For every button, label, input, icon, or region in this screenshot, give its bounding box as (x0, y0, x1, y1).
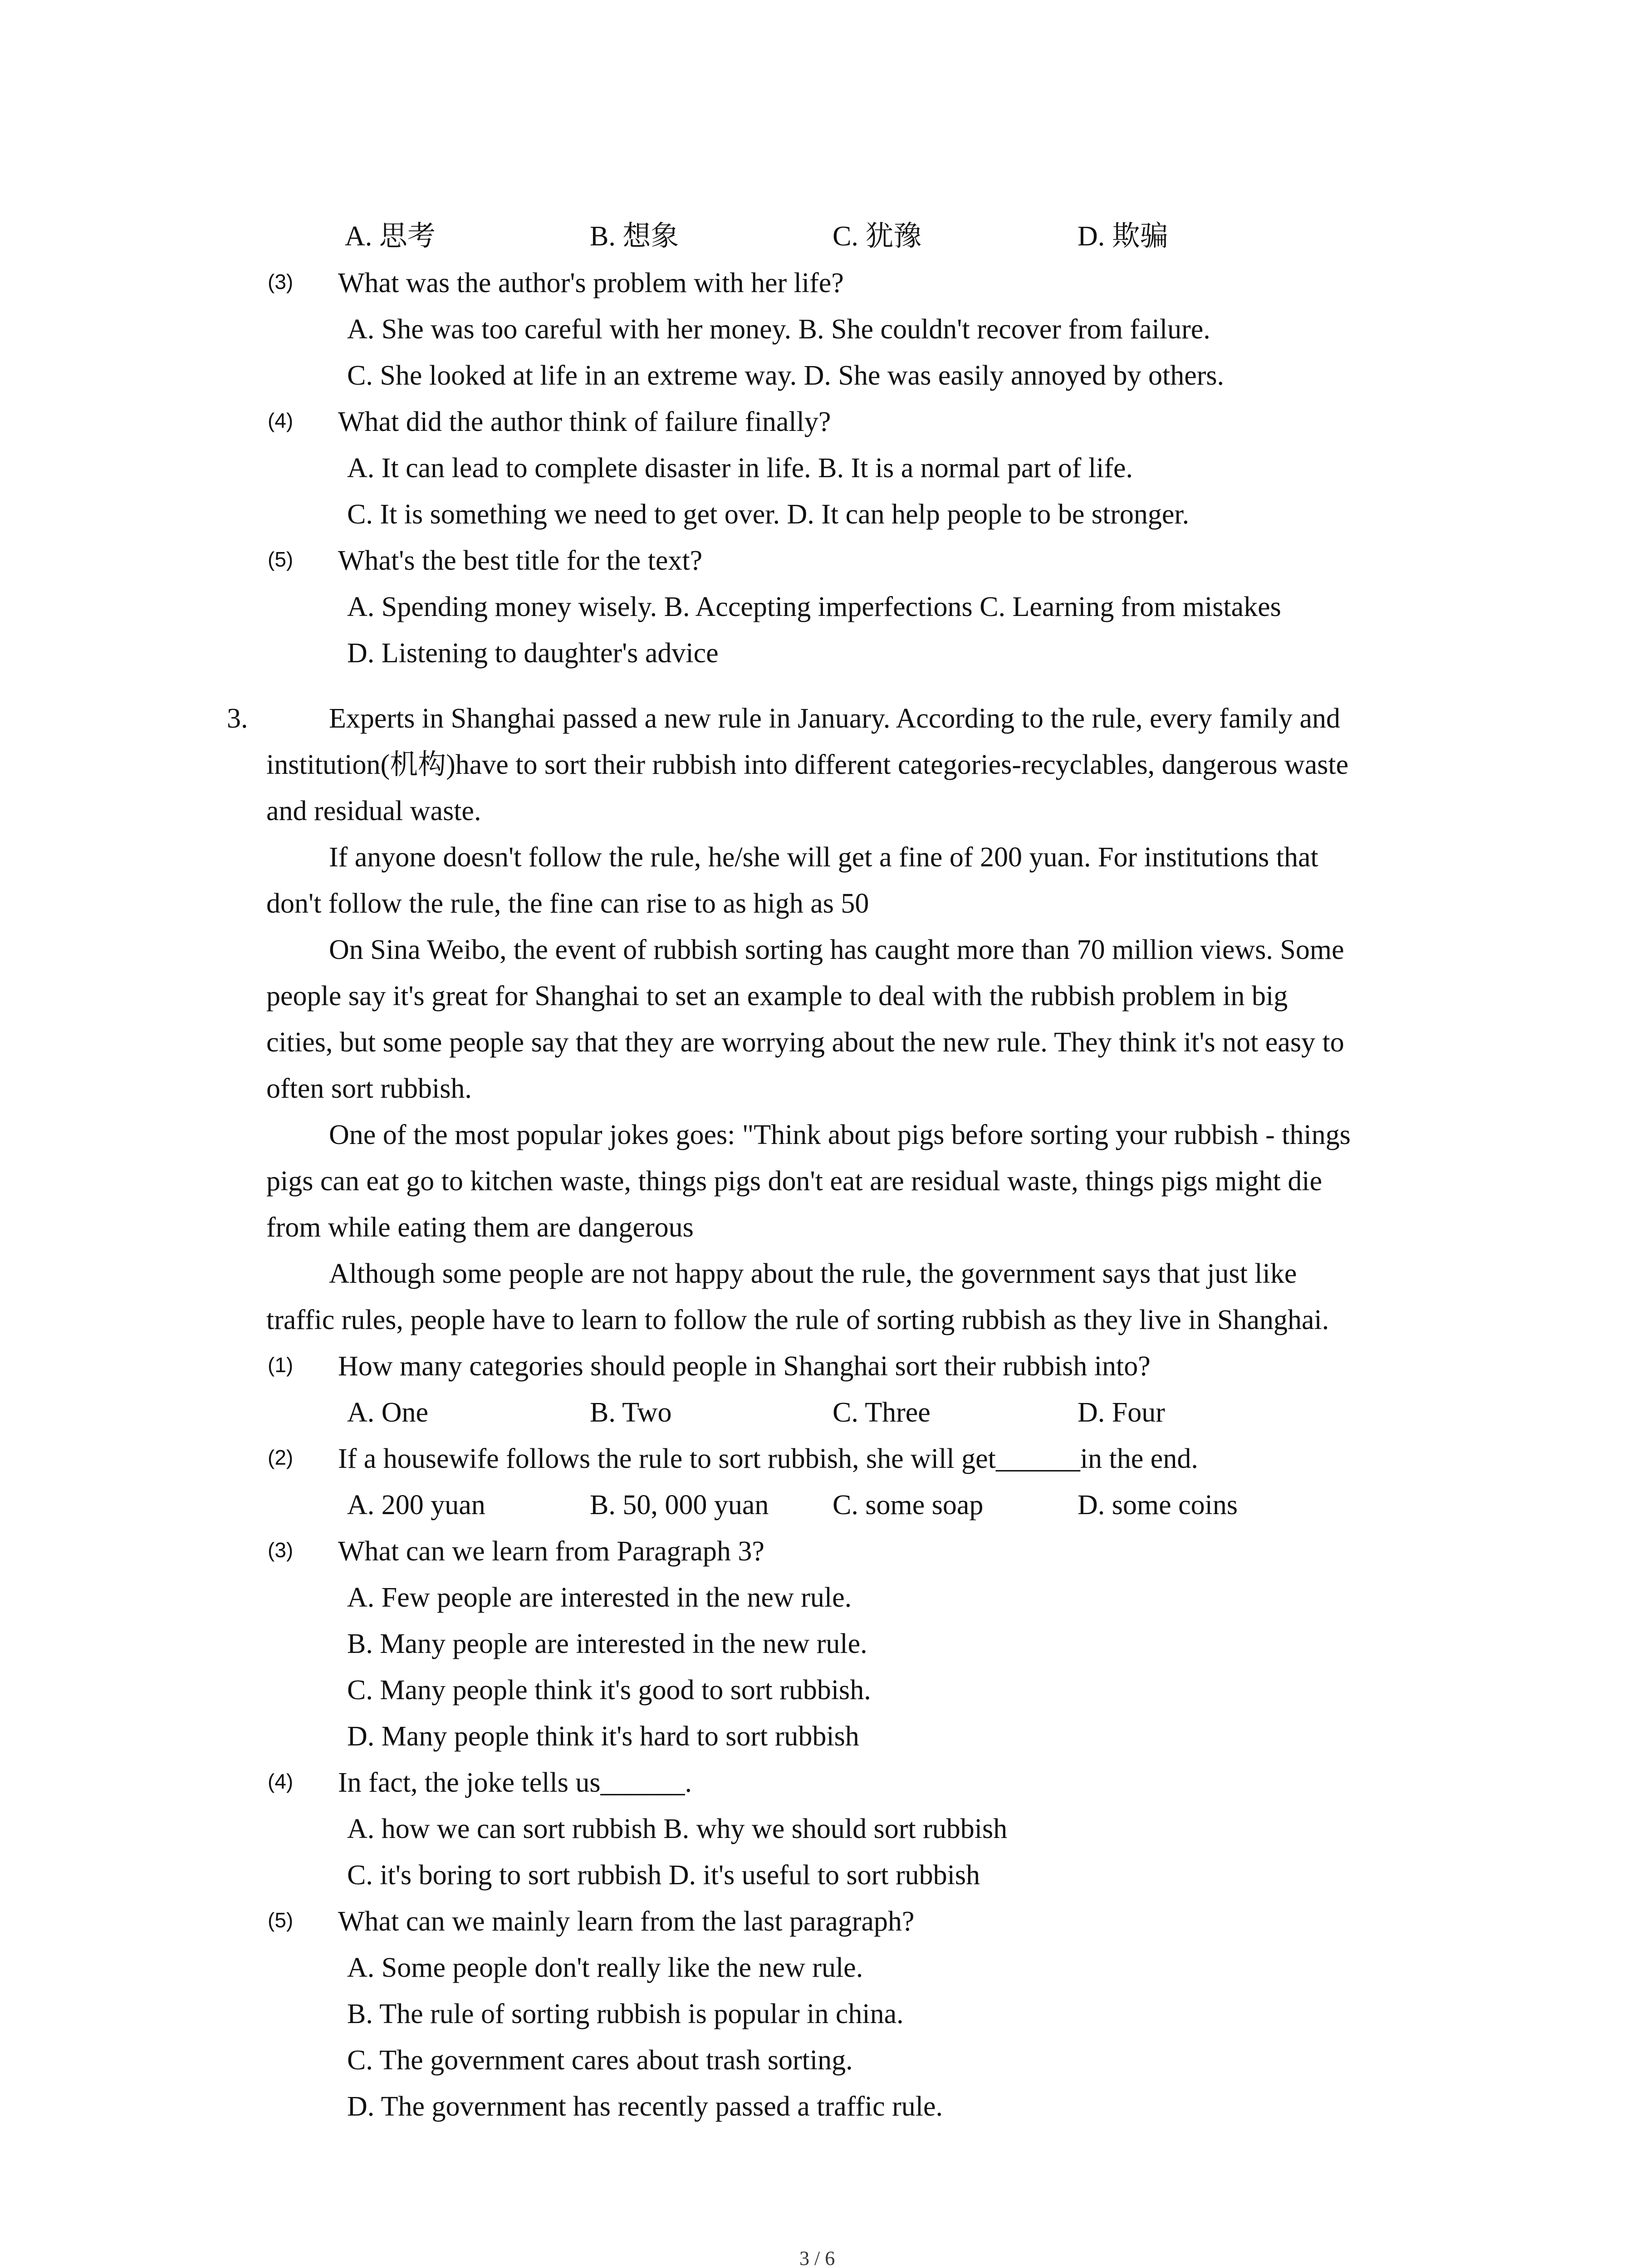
option-line: D. Many people think it's hard to sort rubbish (347, 1721, 859, 1752)
question-number: (3) (268, 1538, 294, 1562)
passage-line: If anyone doesn't follow the rule, he/she will get a fine of 200 yuan. For institutions that (329, 842, 1318, 873)
passage-line: traffic rules, people have to learn to follow the rule of sorting rubbish as they live in Shanghai. (266, 1305, 1329, 1335)
question-number: (5) (268, 547, 294, 571)
page-number: 3 / 6 (799, 2247, 835, 2268)
option-line: C. Many people think it's good to sort rubbish. (347, 1675, 871, 1706)
question-number: (2) (268, 1446, 294, 1469)
passage-line: don't follow the rule, the fine can rise to as high as 50 (266, 888, 869, 919)
question-text: What can we mainly learn from the last paragraph? (338, 1906, 915, 1937)
option-c: C. Three (833, 1397, 931, 1428)
option-line: A. Few people are interested in the new rule. (347, 1582, 852, 1613)
question-number: (1) (268, 1353, 294, 1377)
question-text: What can we learn from Paragraph 3? (338, 1536, 764, 1567)
passage-line: and residual waste. (266, 796, 481, 826)
question-text: What was the author's problem with her life? (338, 268, 844, 298)
option-line: A. Some people don't really like the new rule. (347, 1952, 863, 1983)
option-line: D. Listening to daughter's advice (347, 638, 719, 669)
option-c: C. some soap (833, 1490, 984, 1520)
option-line: C. It is something we need to get over. D. It can help people to be stronger. (347, 499, 1190, 530)
question-text: What did the author think of failure finally? (338, 406, 831, 437)
question-number: (4) (268, 1769, 294, 1793)
passage-line: cities, but some people say that they are worrying about the new rule. They think it's not easy to (266, 1027, 1344, 1058)
option-a: A. 200 yuan (347, 1490, 485, 1520)
option-b: B. Two (590, 1397, 672, 1428)
option-a: A. 思考 (345, 221, 436, 252)
passage-line: Experts in Shanghai passed a new rule in January. According to the rule, every family and (329, 703, 1341, 734)
option-line: A. It can lead to complete disaster in life. B. It is a normal part of life. (347, 453, 1133, 484)
question-number: (4) (268, 409, 294, 432)
option-line: C. The government cares about trash sorting. (347, 2045, 853, 2076)
option-line: A. She was too careful with her money. B. She couldn't recover from failure. (347, 314, 1210, 345)
passage-line: institution(机构)have to sort their rubbish into different categories-recyclables, dangerous waste (266, 749, 1349, 780)
question-number: (3) (268, 270, 294, 293)
question-number: (5) (268, 1908, 294, 1932)
option-line: D. The government has recently passed a traffic rule. (347, 2091, 943, 2122)
question-text: If a housewife follows the rule to sort rubbish, she will get______in the end. (338, 1443, 1198, 1474)
option-d: D. 欺骗 (1078, 221, 1168, 252)
option-line: B. The rule of sorting rubbish is popular in china. (347, 1999, 904, 2029)
option-line: C. She looked at life in an extreme way. D. She was easily annoyed by others. (347, 360, 1224, 391)
option-line: C. it's boring to sort rubbish D. it's useful to sort rubbish (347, 1860, 980, 1891)
question-text: What's the best title for the text? (338, 545, 703, 576)
option-d: D. Four (1078, 1397, 1165, 1428)
option-line: A. how we can sort rubbish B. why we should sort rubbish (347, 1813, 1008, 1844)
passage-line: pigs can eat go to kitchen waste, things pigs don't eat are residual waste, things pigs might die (266, 1166, 1323, 1197)
passage-line: One of the most popular jokes goes: "Think about pigs before sorting your rubbish - things (329, 1119, 1351, 1150)
option-b: B. 想象 (590, 221, 679, 252)
question-text: How many categories should people in Shanghai sort their rubbish into? (338, 1351, 1151, 1382)
passage-line: Although some people are not happy about the rule, the government says that just like (329, 1258, 1297, 1289)
question-number: 3. (227, 703, 248, 734)
option-line: A. Spending money wisely. B. Accepting imperfections C. Learning from mistakes (347, 591, 1281, 622)
option-a: A. One (347, 1397, 429, 1428)
passage-line: On Sina Weibo, the event of rubbish sorting has caught more than 70 million views. Some (329, 934, 1344, 965)
option-c: C. 犹豫 (833, 221, 922, 252)
passage-line: people say it's great for Shanghai to set an example to deal with the rubbish problem in big (266, 981, 1288, 1012)
option-d: D. some coins (1078, 1490, 1238, 1520)
option-b: B. 50, 000 yuan (590, 1490, 769, 1520)
passage-line: often sort rubbish. (266, 1073, 472, 1104)
question-text: In fact, the joke tells us______. (338, 1767, 692, 1798)
passage-line: from while eating them are dangerous (266, 1212, 694, 1243)
option-line: B. Many people are interested in the new rule. (347, 1628, 867, 1659)
